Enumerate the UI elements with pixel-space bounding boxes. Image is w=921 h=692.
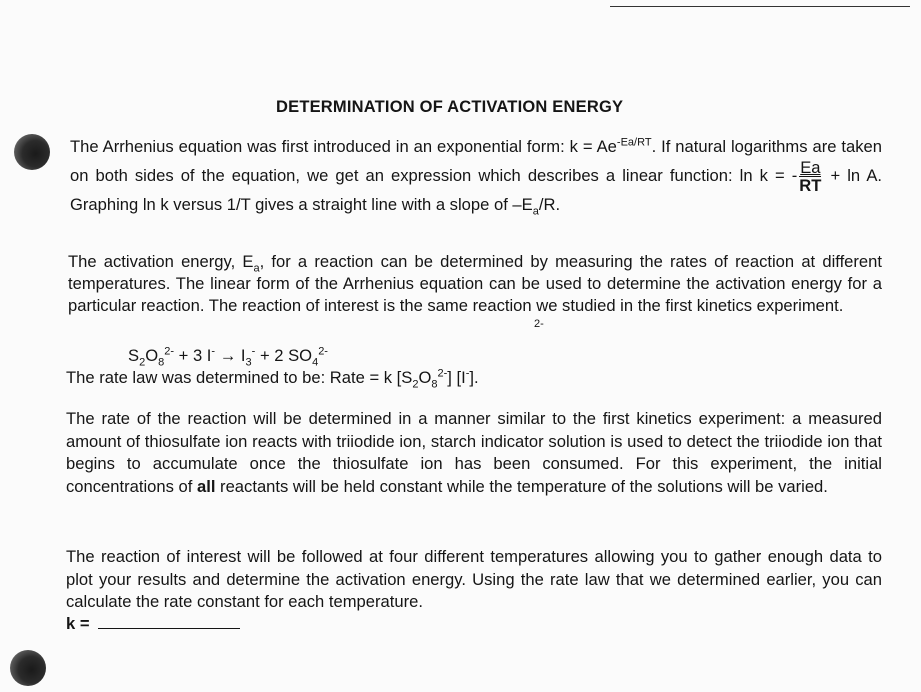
page-title: DETERMINATION OF ACTIVATION ENERGY bbox=[276, 98, 624, 116]
binder-hole-bottom bbox=[10, 650, 46, 686]
paragraph-temperatures: The reaction of interest will be followed at four different temperatures allowing you to gather enough data to plot your results and determine the activation energy. Using the rate law that we determined earlier, you can calculate the rate constant for each temperature. bbox=[66, 547, 882, 612]
rate-constant-line: k = bbox=[66, 614, 240, 634]
paragraph-activation-energy: The activation energy, $E_a$, for a reaction can be determined by measuring the rates of reaction at different temperatures. The linear form of the Arrhenius equation can be used to determine the activation energy for a particular reaction. The reaction of interest is the same reaction we studied in the first kinetics experiment. bbox=[68, 252, 882, 316]
binder-hole-top bbox=[14, 134, 50, 170]
paragraph-method: The rate of the reaction will be determined in a manner similar to the first kinetics experiment: a measured amount of thiosulfate ion reacts with triiodide ion, starch indicator solution is used to detect the triiodide ion that begins to accumulate once the thiosulfate ion has been consumed. For this experiment, the initial concentrations of all reactants will be held constant while the temperature of the solutions will be varied. bbox=[66, 409, 882, 496]
stray-charge-label: 2- bbox=[534, 318, 544, 330]
paragraph-arrhenius: The Arrhenius equation was first introduced in an exponential form: $k = Ae^{-Ea/RT}$. If natural logarithms are taken on both sides of the equation, we get an expression which describes a linear function: ln k = - $\frac{Ea}{RT}$ + ln A. Graphing ln k versus 1/T gives a straight line with a slope of $-E_a/R$. bbox=[70, 136, 882, 217]
ea-over-rt-fraction: $\frac{Ea}{RT}$ bbox=[799, 157, 822, 195]
top-rule bbox=[610, 6, 910, 7]
rate-law: The rate law was determined to be: Rate = k $[S_2O_8^{2-}]$ [I-]. bbox=[66, 367, 479, 391]
reaction-equation: $S_2O_8^{2-} + 3$ $I^- \to I_3^- + 2$ $SO_4^{2-}$ bbox=[128, 345, 328, 369]
rate-constant-blank[interactable] bbox=[98, 628, 240, 629]
